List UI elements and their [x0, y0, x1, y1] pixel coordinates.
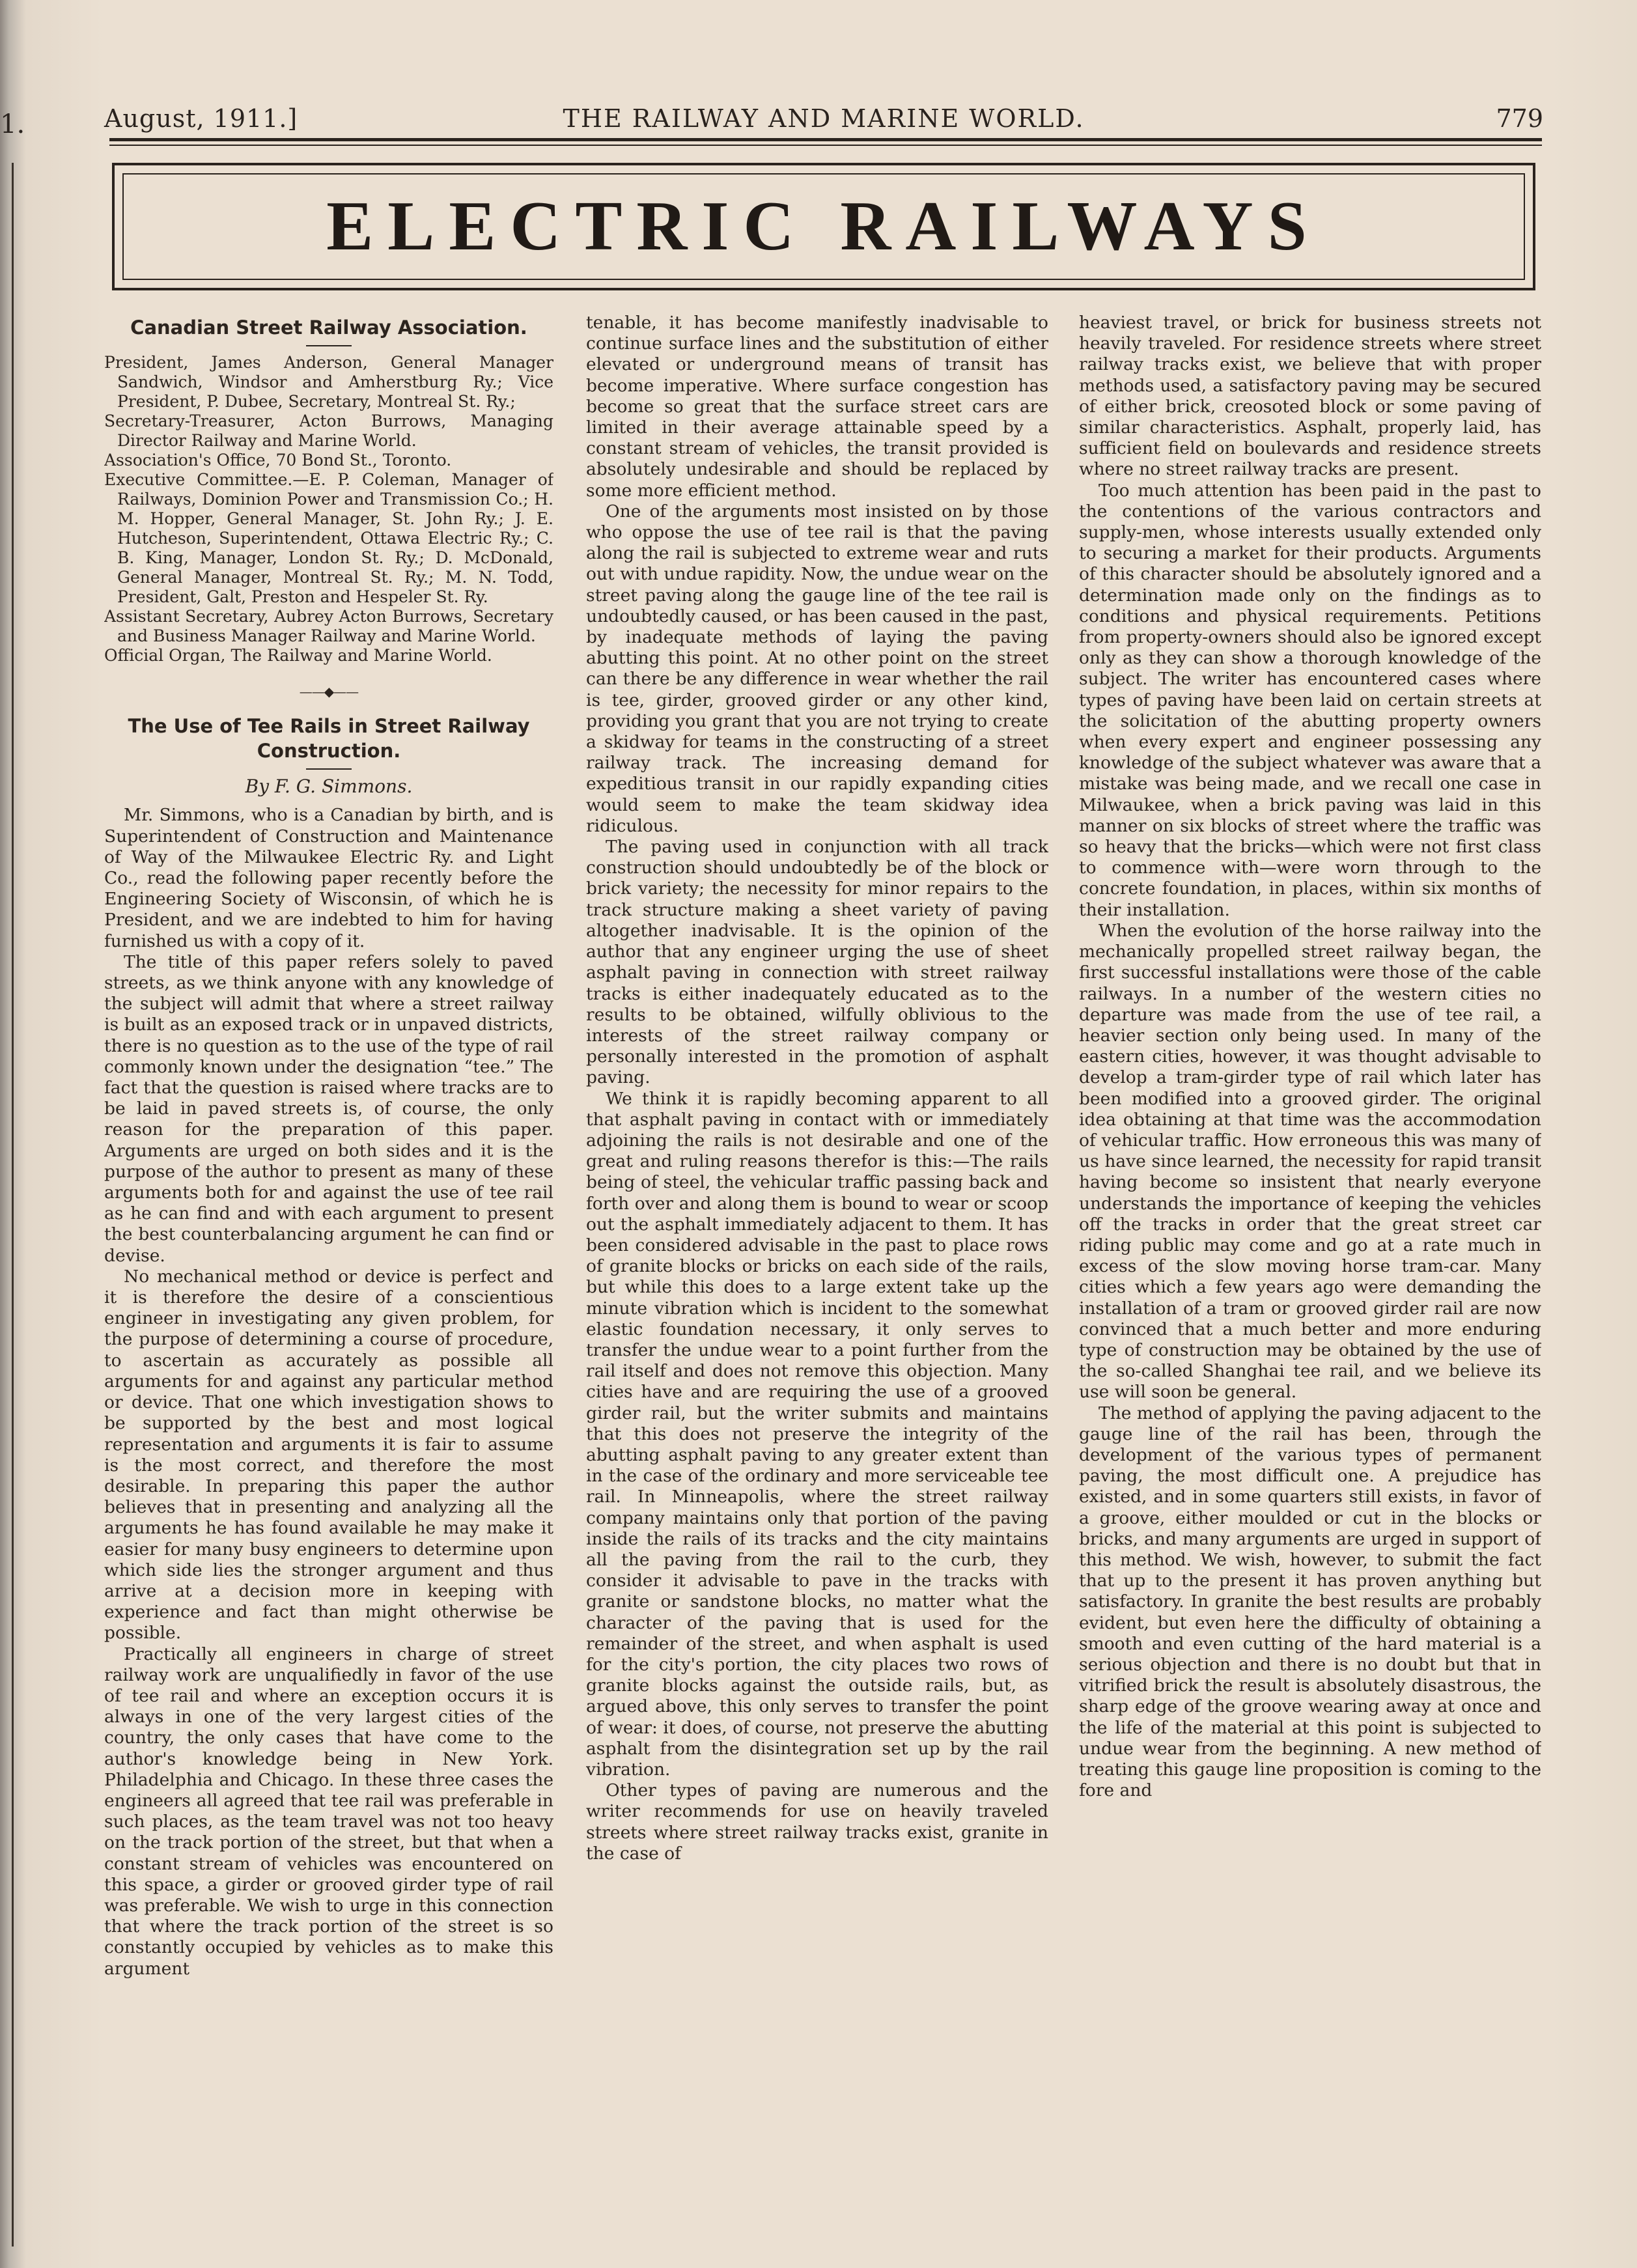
header-rule-thin	[109, 145, 1542, 146]
paragraph: When the evolution of the horse railway into the mechanically propelled street railway began, the first successful installations were those of the cable railways. In a number of the western cities no departure was made from the use of tee rail, a heavier section only being used. In many of the eastern cities, however, it was thought advisable to develop a tram-girder type of rail which later has been modified into a grooved girder. The original idea obtaining at that time was the accommodation of vehicular traffic. How erroneous this was many of us have since learned, the necessity for rapid transit having become so insistent that nearly everyone understands the importance of keeping the vehicles off the tracks in order that the great street car riding public may come and go at a rate much in excess of the slow moving horse tram-car. Many cities which a few years ago were demanding the installation of a tram or grooved girder rail are now convinced that a much better and more enduring type of construction may be obtained by the use of the so-called Shanghai tee rail, and we believe its use will soon be general.	[1079, 920, 1541, 1403]
association-heading: Canadian Street Railway Association.	[130, 316, 527, 339]
section-banner	[112, 163, 1535, 290]
association-entry: Association's Office, 70 Bond St., Toronto.	[104, 451, 452, 469]
paragraph: Too much attention has been paid in the past to the contentions of the various contractors and supply-men, whose interests usually extended only to securing a market for their products. Arguments of this character should be absolutely ignored and a determination made only on the findings as to conditions and physical requirements. Petitions from property-owners should also be ignored except only as they can show a thorough knowledge of the subject. The writer has encountered cases where types of paving have been laid on certain streets at the solicitation of the abutting property owners when every expert and engineer possessing any knowledge of the subject whatever was aware that a mistake was being made, and we recall one case in Milwaukee, when a brick paving was laid in this manner on six blocks of street where the traffic was so heavy that the bricks—which were not first class to commence with—were worn through to the concrete foundation, in places, within six months of their installation.	[1079, 480, 1541, 920]
gutter-rule	[12, 163, 14, 2247]
journal-title: THE RAILWAY AND MARINE WORLD.	[563, 104, 1085, 133]
page-number: 779	[1496, 104, 1543, 133]
paragraph: We think it is rapidly becoming apparent to all that asphalt paving in contact with or immediately adjoining the rails is not desirable and one of the great and ruling reasons therefor is this:—The rails being of steel, the vehicular traffic passing back and forth over and along them is bound to wear or scoop out the asphalt immediately adjacent to them. It has been considered advisable in the past to place rows of granite blocks or bricks on each side of the rails, but while this does to a large extent take up the minute vibration which is incident to the somewhat elastic foundation necessary, it only serves to transfer the undue wear to a point further from the rail itself and does not remove this objection. Many cities have and are requiring the use of a grooved girder rail, but the writer submits and maintains that this does not preserve the integrity of the abutting asphalt paving to any greater extent than in the case of the ordinary and more serviceable tee rail. In Minneapolis, where the street railway company maintains only that portion of the paving inside the rails of its tracks and the city maintains all the paving from the rail to the curb, they consider it advisable to pave in the tracks with granite or sandstone blocks, no matter what the character of the paving that is used for the remainder of the street, and when asphalt is used for the city's portion, the city places two rows of granite blocks against the outside rails, but, as argued above, this only serves to transfer the point of wear: it does, of course, not preserve the abutting asphalt from the disintegration set up by the rail vibration.	[586, 1088, 1048, 1780]
ornament-divider: ——◆——	[299, 684, 359, 699]
column-2	[586, 313, 1048, 2188]
column-1	[104, 313, 553, 2188]
association-entry: Official Organ, The Railway and Marine World.	[104, 646, 492, 665]
paragraph: heaviest travel, or brick for business streets not heavily traveled. For residence streets where street railway tracks exist, we believe that with proper methods used, a satisfactory paving may be secured of either brick, creosoted block or some paving of similar characteristics. Asphalt, properly laid, has sufficient field on boulevards and residence streets where no street railway tracks are present.	[1079, 313, 1541, 480]
article-byline: By F. G. Simmons.	[245, 776, 413, 798]
short-rule	[306, 345, 352, 346]
short-rule	[306, 768, 352, 770]
paragraph: The title of this paper refers solely to paved streets, as we think anyone with any knowledge of the subject will admit that where a street railway is built as an exposed track or in unpaved districts, there is no question as to the use of the type of rail commonly known under the designation “tee.” The fact that the question is raised where tracks are to be laid in paved streets is, of course, the only reason for the preparation of this paper. Arguments are urged on both sides and it is the purpose of the author to present as many of these arguments both for and against the use of tee rail as he can find and with each argument to present the best counterbalancing argument he can find or devise.	[104, 951, 553, 1266]
paragraph: One of the arguments most insisted on by those who oppose the use of tee rail is that the paving along the rail is subjected to extreme wear and ruts out with undue rapidity. Now, the undue wear on the street paving along the gauge line of the tee rail is undoubtedly caused, or has been caused in the past, by inadequate methods of laying the paving abutting this point. At no other point on the street can there be any difference in wear whether the rail is tee, girder, grooved girder or any other kind, providing you grant that you are not trying to create a skidway for teams in the constructing of a street railway track. The increasing demand for expeditious transit in our rapidly expanding cities would seem to make the team skidway idea ridiculous.	[586, 501, 1048, 836]
association-entry: Secretary-Treasurer, Acton Burrows, Managing Director Railway and Marine World.	[104, 412, 553, 450]
paragraph: The paving used in conjunction with all track construction should undoubtedly be of the block or brick variety; the necessity for minor repairs to the track structure making a sheet variety of paving altogether inadvisable. It is the opinion of the author that any engineer urging the use of sheet asphalt paving in connection with street railway tracks is either inadequately educated as to the results to be obtained, wilfully oblivious to the interests of the street railway company or personally interested in the promotion of asphalt paving.	[586, 837, 1048, 1088]
banner-inner-frame	[122, 173, 1525, 280]
column-3	[1079, 313, 1541, 2188]
paragraph: Practically all engineers in charge of street railway work are unqualifiedly in favor of the use of tee rail and where an exception occurs it is always in one of the very largest cities of the country, the only cases that have come to the author's knowledge being in New York. Philadelphia and Chicago. In these three cases the engineers all agreed that tee rail was preferable in such places, as the team travel was not too heavy on the track portion of the street, but that when a constant stream of vehicles was encountered on this space, a girder or grooved girder type of rail was preferable. We wish to urge in this connection that where the track portion of the street is so constantly occupied by vehicles as to make this argument	[104, 1644, 553, 1979]
association-officers	[104, 353, 553, 665]
article-title: The Use of Tee Rails in Street Railway Construction.	[128, 715, 530, 763]
gutter-mark: 1.	[0, 109, 25, 139]
association-entry: Assistant Secretary, Aubrey Acton Burrows, Secretary and Business Manager Railway and Marine World.	[104, 607, 553, 645]
association-entry: President, James Anderson, General Manager Sandwich, Windsor and Amherstburg Ry.; Vice President, P. Dubee, Secretary, Montreal St. Ry.;	[104, 353, 553, 411]
section-title: ELECTRIC RAILWAYS	[326, 188, 1321, 265]
paragraph: tenable, it has become manifestly inadvisable to continue surface lines and the substitution of either elevated or underground means of transit has become imperative. Where surface congestion has become so great that the surface street cars are limited in their average attainable speed by a constant stream of vehicles, the transit provided is absolutely undesirable and should be replaced by some more efficient method.	[586, 313, 1048, 501]
paragraph: Other types of paving are numerous and the writer recommends for use on heavily traveled streets where street railway tracks exist, granite in the case of	[586, 1780, 1048, 1864]
header-rule	[109, 138, 1542, 141]
paragraph: Mr. Simmons, who is a Canadian by birth, and is Superintendent of Construction and Maintenance of Way of the Milwaukee Electric Ry. and Light Co., read the following paper recently before the Engineering Society of Wisconsin, of which he is President, and we are indebted to him for having furnished us with a copy of it.	[104, 805, 553, 951]
association-entry: Executive Committee.—E. P. Coleman, Manager of Railways, Dominion Power and Transmission Co.; H. M. Hopper, General Manager, St. John Ry.; J. E. Hutcheson, Superintendent, Ottawa Electric Ry.; C. B. King, Manager, London St. Ry.; D. McDonald, General Manager, Montreal St. Ry.; M. N. Todd, President, Galt, Preston and Hespeler St. Ry.	[104, 470, 553, 606]
paragraph: No mechanical method or device is perfect and it is therefore the desire of a conscientious engineer in investigating any given problem, for the purpose of determining a course of procedure, to ascertain as accurately as possible all arguments for and against any particular method or device. That one which investigation shows to be supported by the best and most logical representation and arguments it is fair to assume is the most correct, and therefore the most desirable. In preparing this paper the author believes that in presenting and analyzing all the arguments he has found available he may make it easier for many busy engineers to determine upon which side lies the stronger argument and thus arrive at a decision more in keeping with experience and fact than might otherwise be possible.	[104, 1266, 553, 1644]
running-header	[104, 104, 1543, 143]
paragraph: The method of applying the paving adjacent to the gauge line of the rail has been, through the development of the various types of permanent paving, the most difficult one. A prejudice has existed, and in some quarters still exists, in favor of a groove, either moulded or cut in the blocks or bricks, and many arguments are urged in support of this method. We wish, however, to submit the fact that up to the present it has proven anything but satisfactory. In granite the best results are probably evident, but even here the difficulty of obtaining a smooth and even cutting of the hard material is a serious objection and there is no doubt but that in vitrified brick the result is absolutely disastrous, the sharp edge of the groove wearing away at once and the life of the material at this point is subjected to undue wear from the beginning. A new method of treating this gauge line proposition is coming to the fore and	[1079, 1403, 1541, 1801]
issue-date: August, 1911.]	[104, 104, 298, 133]
